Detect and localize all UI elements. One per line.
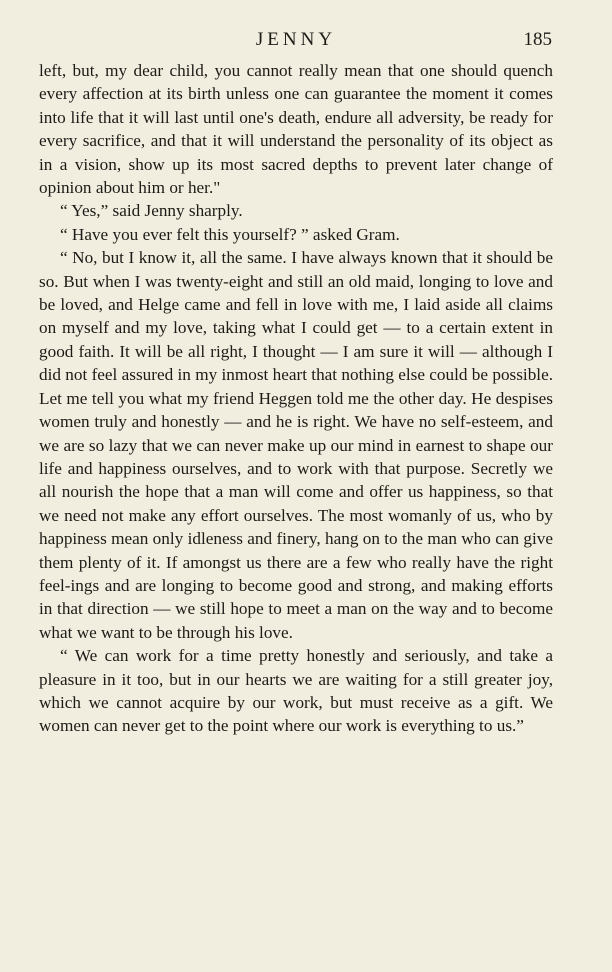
paragraph-4: “ No, but I know it, all the same. I have always known that it should be so. But when I was twenty-eight and still an old maid, longing to love and be loved, and Helge came and fell in love with me, I laid aside all claims on myself and my love, taking what I could get — to a certain extent in good faith. It will be all right, I thought — I am sure it will — although I did not feel assured in my inmost heart that nothing else could be possible. Let me tell you what my friend Heggen told me the other day. He despises women truly and honestly — and he is right. We have no self-esteem, and we are so lazy that we can never make up our mind in earnest to shape our life and happiness ourselves, and to work with that purpose. Secretly we all nourish the hope that a man will come and offer us happiness, so that we need not make any effort ourselves. The most womanly of us, who by happiness mean only idleness and finery, hang on to the man who can give them plenty of it. If amongst us there are a few who really have the right feel-ings and are longing to become good and strong, and making efforts in that direction — we still hope to meet a man on the way and to become what we want to be through his love. [39,248,553,642]
paragraph-5: “ We can work for a time pretty honestly and seriously, and take a pleasure in it too, but in our hearts we are waiting for a still greater joy, which we cannot acquire by our work, but must receive as a gift. We women can never get to the point where our work is everything to us.” [39,646,553,736]
paragraph-1: left, but, my dear child, you cannot really mean that one should quench every affection at its birth unless one can guarantee the moment it comes into life that it will last until one's death, endure all adversity, be ready for every sacrifice, and that it will understand the personality of its object as in a vision, show up its most sacred depths to prevent later change of opinion about him or her." [39,61,553,198]
body-text [39,59,553,738]
paragraph-3: “ Have you ever felt this yourself? ” asked Gram. [60,224,400,244]
page-number: 185 [523,29,552,50]
running-head [40,27,552,53]
running-title: JENNY [255,29,337,50]
paragraph-2: “ Yes,” said Jenny sharply. [60,201,243,221]
